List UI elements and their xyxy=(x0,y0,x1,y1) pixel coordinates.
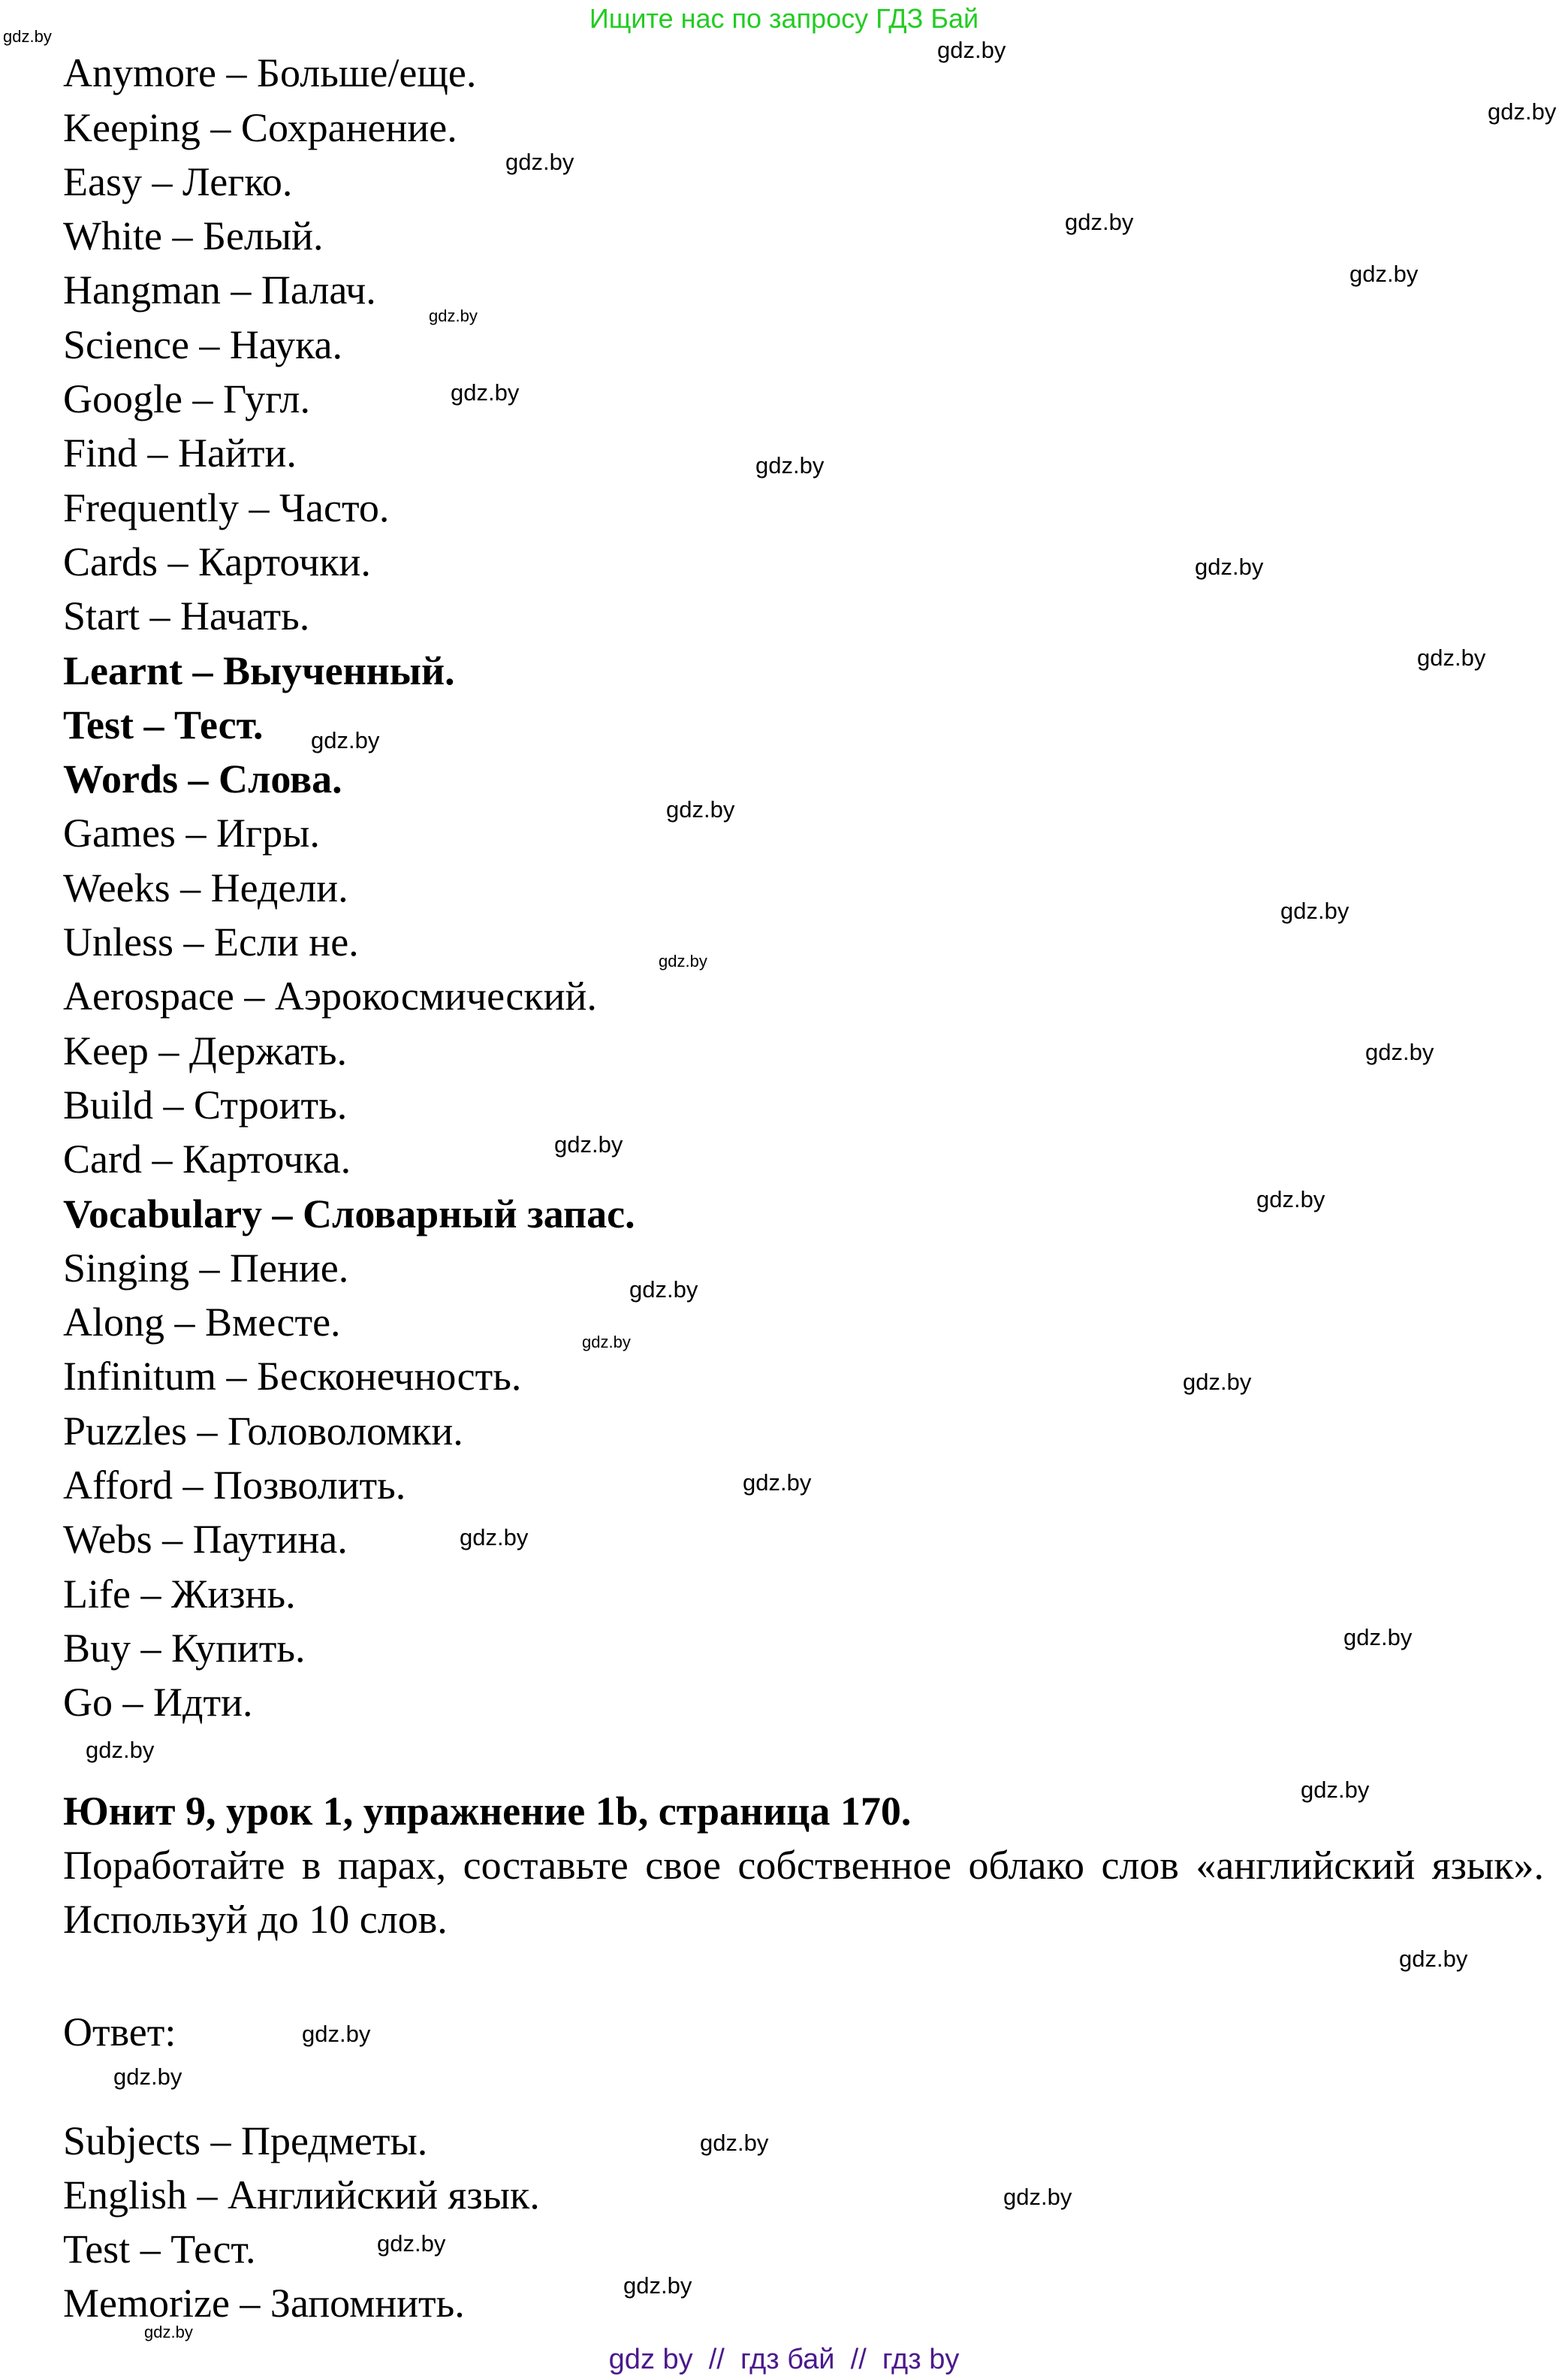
watermark-text: gdz.by xyxy=(429,306,478,325)
watermark-text: gdz.by xyxy=(1343,1624,1413,1650)
answer-item: Subjects – Предметы. xyxy=(63,2118,428,2163)
watermark-text: gdz.by xyxy=(144,2323,193,2341)
watermark-text: gdz.by xyxy=(1399,1946,1468,1972)
word-pair: Afford – Позволить. xyxy=(63,1463,406,1508)
answer-item: Memorize – Запомнить. xyxy=(63,2281,465,2326)
word-pair: Infinitum – Бесконечность. xyxy=(63,1354,522,1399)
spacer xyxy=(63,1734,1544,1780)
answer-label: Ответ: xyxy=(63,2009,176,2054)
word-pair: Go – Идти. xyxy=(63,1680,253,1725)
watermark-text: gdz.by xyxy=(311,727,380,753)
word-pair: Keep – Держать. xyxy=(63,1028,347,1073)
footer-links[interactable]: gdz by // гдз бай // гдз by xyxy=(608,2344,960,2375)
answer-item: Test – Тест. xyxy=(63,2227,256,2272)
word-pair: Card – Карточка. xyxy=(63,1137,351,1182)
watermark-text: gdz.by xyxy=(1195,554,1264,580)
word-pair: Words – Слова. xyxy=(63,756,342,802)
word-pair: White – Белый. xyxy=(63,213,324,259)
search-banner[interactable]: Ищите нас по запросу ГДЗ Бай xyxy=(589,3,979,34)
watermark-text: gdz.by xyxy=(629,1276,698,1303)
exercise-heading: Юнит 9, урок 1, упражнение 1b, страница 170. xyxy=(63,1788,912,1834)
word-pair: Easy – Легко. xyxy=(63,159,293,204)
word-pair: Find – Найти. xyxy=(63,430,297,476)
watermark-text: gdz.by xyxy=(1417,645,1486,671)
word-pair: Buy – Купить. xyxy=(63,1625,306,1671)
word-pair: Webs – Паутина. xyxy=(63,1517,348,1562)
word-pair: Along – Вместе. xyxy=(63,1300,341,1345)
watermark-text: gdz.by xyxy=(86,1737,155,1763)
word-pair: Vocabulary – Словарный запас. xyxy=(63,1191,635,1236)
word-pair: Aerospace – Аэрокосмический. xyxy=(63,974,597,1019)
watermark-text: gdz.by xyxy=(700,2130,769,2156)
watermark-text: gdz.by xyxy=(1280,898,1349,924)
watermark-text: gdz.by xyxy=(505,149,574,175)
watermark-text: gdz.by xyxy=(302,2021,371,2047)
word-pair: Keeping – Сохранение. xyxy=(63,104,457,150)
spacer xyxy=(63,1955,1544,2001)
watermark-text: gdz.by xyxy=(1183,1369,1252,1395)
word-pair: Weeks – Недели. xyxy=(63,865,348,910)
watermark-text: gdz.by xyxy=(377,2230,446,2257)
watermark-text: gdz.by xyxy=(1065,209,1134,235)
watermark-text: gdz.by xyxy=(743,1469,812,1496)
word-pair: Frequently – Часто. xyxy=(63,485,390,530)
word-pair: Test – Тест. xyxy=(63,702,264,747)
exercise-task: Поработайте в парах, составьте свое собственное облако слов «английский язык». Используй до 10 слов. xyxy=(63,1842,1544,1943)
watermark-text: gdz.by xyxy=(460,1524,529,1550)
word-pair: Games – Игры. xyxy=(63,811,320,856)
watermark-text: gdz.by xyxy=(451,379,520,406)
word-pair: Hangman – Палач. xyxy=(63,267,376,313)
footer-wrap xyxy=(0,2344,1568,2376)
answer-item: English – Английский язык. xyxy=(63,2172,540,2217)
spacer xyxy=(63,2063,1544,2109)
word-pair: Google – Гугл. xyxy=(63,376,310,422)
word-pair: Science – Наука. xyxy=(63,322,343,367)
word-pair: Life – Жизнь. xyxy=(63,1571,296,1617)
word-pair: Start – Начать. xyxy=(63,593,310,639)
word-pair: Unless – Если не. xyxy=(63,919,359,965)
search-banner-wrap xyxy=(0,3,1568,35)
watermark-text: gdz.by xyxy=(3,27,52,46)
watermark-text: gdz.by xyxy=(582,1333,631,1351)
watermark-text: gdz.by xyxy=(666,796,735,823)
word-pair: Cards – Карточки. xyxy=(63,539,371,584)
watermark-text: gdz.by xyxy=(1488,98,1557,125)
word-pair: Singing – Пение. xyxy=(63,1245,349,1291)
watermark-text: gdz.by xyxy=(1256,1186,1325,1212)
word-pair: Learnt – Выученный. xyxy=(63,648,455,693)
word-pair: Anymore – Больше/еще. xyxy=(63,50,477,96)
watermark-text: gdz.by xyxy=(1365,1039,1434,1065)
watermark-text: gdz.by xyxy=(113,2064,182,2090)
document-body xyxy=(63,42,1544,2326)
watermark-text: gdz.by xyxy=(659,952,707,971)
watermark-text: gdz.by xyxy=(623,2272,692,2299)
watermark-text: gdz.by xyxy=(1301,1777,1370,1803)
word-pair: Puzzles – Головоломки. xyxy=(63,1408,463,1454)
watermark-text: gdz.by xyxy=(1349,261,1419,287)
watermark-text: gdz.by xyxy=(937,37,1006,63)
watermark-text: gdz.by xyxy=(1003,2184,1072,2210)
word-pair: Build – Строить. xyxy=(63,1082,348,1128)
watermark-text: gdz.by xyxy=(755,452,825,479)
watermark-text: gdz.by xyxy=(554,1131,623,1158)
